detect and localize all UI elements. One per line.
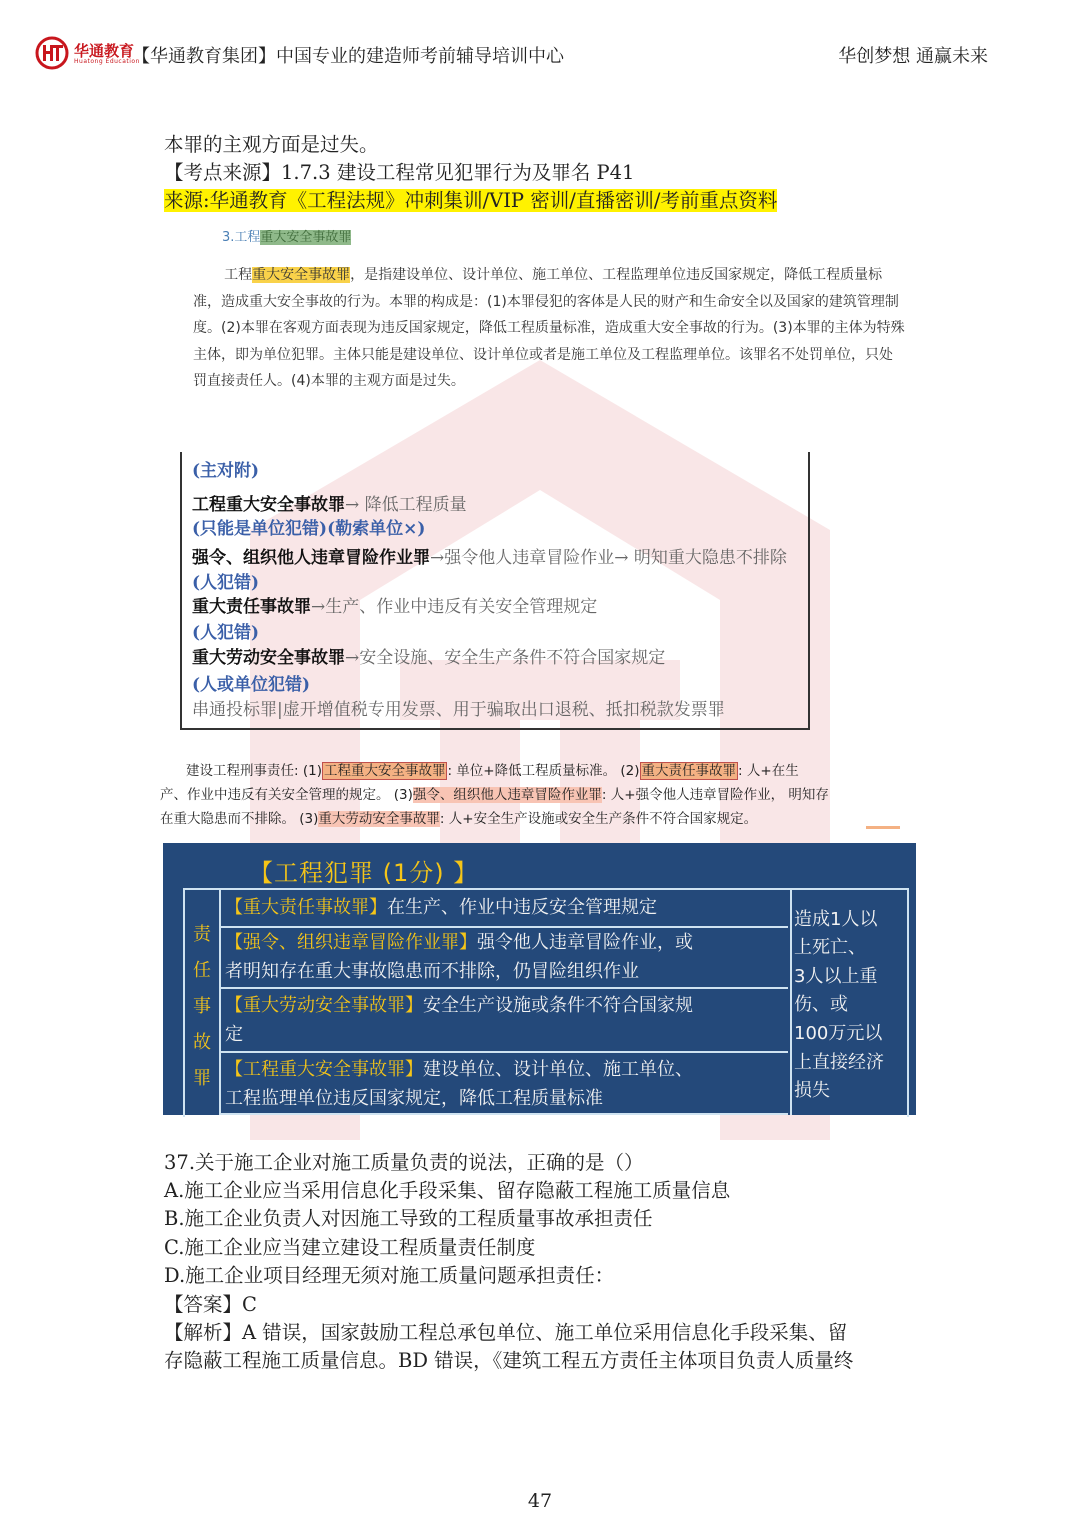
note-line: (只能是单位犯错)(勒索单位×) bbox=[192, 519, 426, 539]
panel-side-label: 责 任 事 故 罪 bbox=[185, 890, 221, 1115]
note-line: (人犯错) bbox=[192, 573, 260, 593]
header-slogan: 华创梦想 通赢未来 bbox=[838, 46, 988, 67]
reference-line bbox=[164, 187, 777, 215]
consequence-line: 损失 bbox=[794, 1080, 830, 1101]
panel-row: 【工程重大安全事故罪】建设单位、设计单位、施工单位、 工程监理单位违反国家规定，降低工程质量标准 bbox=[221, 1053, 788, 1115]
consequence-line: 100万元以 bbox=[794, 1023, 883, 1044]
note-line: 重大责任事故罪→生产、作业中违反有关安全管理规定 bbox=[192, 597, 598, 617]
explanation-line: 【解析】A 错误，国家鼓励工程总承包单位、施工单位采用信息化手段采集、留 bbox=[164, 1321, 848, 1344]
note-line: 重大劳动安全事故罪→安全设施、安全生产条件不符合国家规定 bbox=[192, 648, 666, 668]
note-line: 串通投标罪|虚开增值税专用发票、用于骗取出口退税、抵扣税款发票罪 bbox=[192, 700, 725, 720]
source-line: 【考点来源】1.7.3 建设工程常见犯罪行为及罪名 P41 bbox=[164, 161, 635, 184]
consequence-line: 上直接经济 bbox=[794, 1052, 884, 1073]
panel-title: 【工程犯罪 (1分) 】 bbox=[249, 859, 479, 887]
option-d: D.施工企业项目经理无须对施工质量问题承担责任： bbox=[164, 1264, 615, 1287]
excerpt-paragraph: 工程重大安全事故罪，是指建设单位、设计单位、施工单位、工程监理单位违反国家规定，降低工程质量标准，造成重大安全事故的行为。本罪的构成是：(1)本罪侵犯的客体是人民的财产和生命安全以及国家的建筑管理制度。(2)本罪在客观方面表现为违反国家规定，降低工程质量标准，造成重大安全事故的行为。(3)本罪的主体为特殊主体，即为单位犯罪。主体只能是建设单位、设计单位或者是施工单位及工程监理单位。该罪名不处罚单位，只处罚直接责任人。(4)本罪的主观方面是过失。 bbox=[193, 267, 905, 389]
logo-subtext: Huatong Education bbox=[74, 58, 140, 65]
consequence-line: 造成1人以 bbox=[794, 909, 878, 930]
consequence-line: 伤、或 bbox=[794, 994, 848, 1015]
textbook-excerpt bbox=[190, 222, 910, 422]
consequence-line: 3人以上重 bbox=[794, 966, 878, 987]
summary-excerpt bbox=[160, 756, 910, 836]
page-number: 47 bbox=[527, 1490, 553, 1512]
option-a: A.施工企业应当采用信息化手段采集、留存隐蔽工程施工质量信息 bbox=[164, 1179, 731, 1202]
note-line: (主对附) bbox=[192, 461, 260, 481]
option-b: B.施工企业负责人对因施工导致的工程质量事故承担责任 bbox=[164, 1207, 653, 1230]
summary-line: 产、作业中违反有关安全管理的规定。 (3)强令、组织他人违章冒险作业罪: 人+强令他人违章冒险作业， 明知存 bbox=[160, 787, 829, 803]
panel-row: 【重大劳动安全事故罪】安全生产设施或条件不符合国家规 定 bbox=[221, 989, 788, 1053]
note-line: 强令、组织他人违章冒险作业罪→强令他人违章冒险作业→ 明知重大隐患不排除 bbox=[192, 548, 787, 568]
consequence-line: 上死亡、 bbox=[794, 937, 866, 958]
summary-line: 建设工程刑事责任: (1) 工程重大安全事故罪 : 单位+降低工程质量标准。 (2) 重大责任事故罪 : 人+在生 bbox=[186, 763, 799, 779]
note-line: (人犯错) bbox=[192, 623, 260, 643]
explanation-line: 存隐蔽工程施工质量信息。BD 错误，《建筑工程五方责任主体项目负责人质量终 bbox=[164, 1349, 854, 1372]
body-line: 本罪的主观方面是过失。 bbox=[164, 133, 379, 156]
header-title: 【华通教育集团】中国专业的建造师考前辅导培训中心 bbox=[132, 46, 564, 67]
page-header bbox=[34, 36, 1044, 70]
answer: 【答案】C bbox=[164, 1293, 257, 1316]
panel-row: 【强令、组织违章冒险作业罪】强令他人违章冒险作业，或 者明知存在重大事故隐患而不排除，仍冒险组织作业 bbox=[221, 928, 788, 989]
summary-line: 在重大隐患而不排除。 (3)重大劳动安全事故罪: 人+安全生产设施或安全生产条件不符合国家规定。 bbox=[160, 811, 758, 827]
reference-highlight: 来源:华通教育《工程法规》冲刺集训/VIP 密训/直播密训/考前重点资料 bbox=[164, 189, 778, 212]
logo-text: 华通教育 bbox=[74, 42, 135, 60]
question-stem: 37.关于施工企业对施工质量负责的说法，正确的是（） bbox=[164, 1151, 644, 1174]
company-logo-icon bbox=[34, 36, 70, 70]
note-line: (人或单位犯错) bbox=[192, 675, 311, 695]
excerpt-heading: 3.工程重大安全事故罪 bbox=[222, 230, 352, 245]
panel-row: 【重大责任事故罪】在生产、作业中违反安全管理规定 bbox=[221, 890, 788, 928]
option-c: C.施工企业应当建立建设工程质量责任制度 bbox=[164, 1236, 536, 1259]
note-line: 工程重大安全事故罪→ 降低工程质量 bbox=[192, 495, 467, 515]
notes-box bbox=[164, 452, 814, 730]
crime-summary-panel bbox=[163, 843, 916, 1115]
